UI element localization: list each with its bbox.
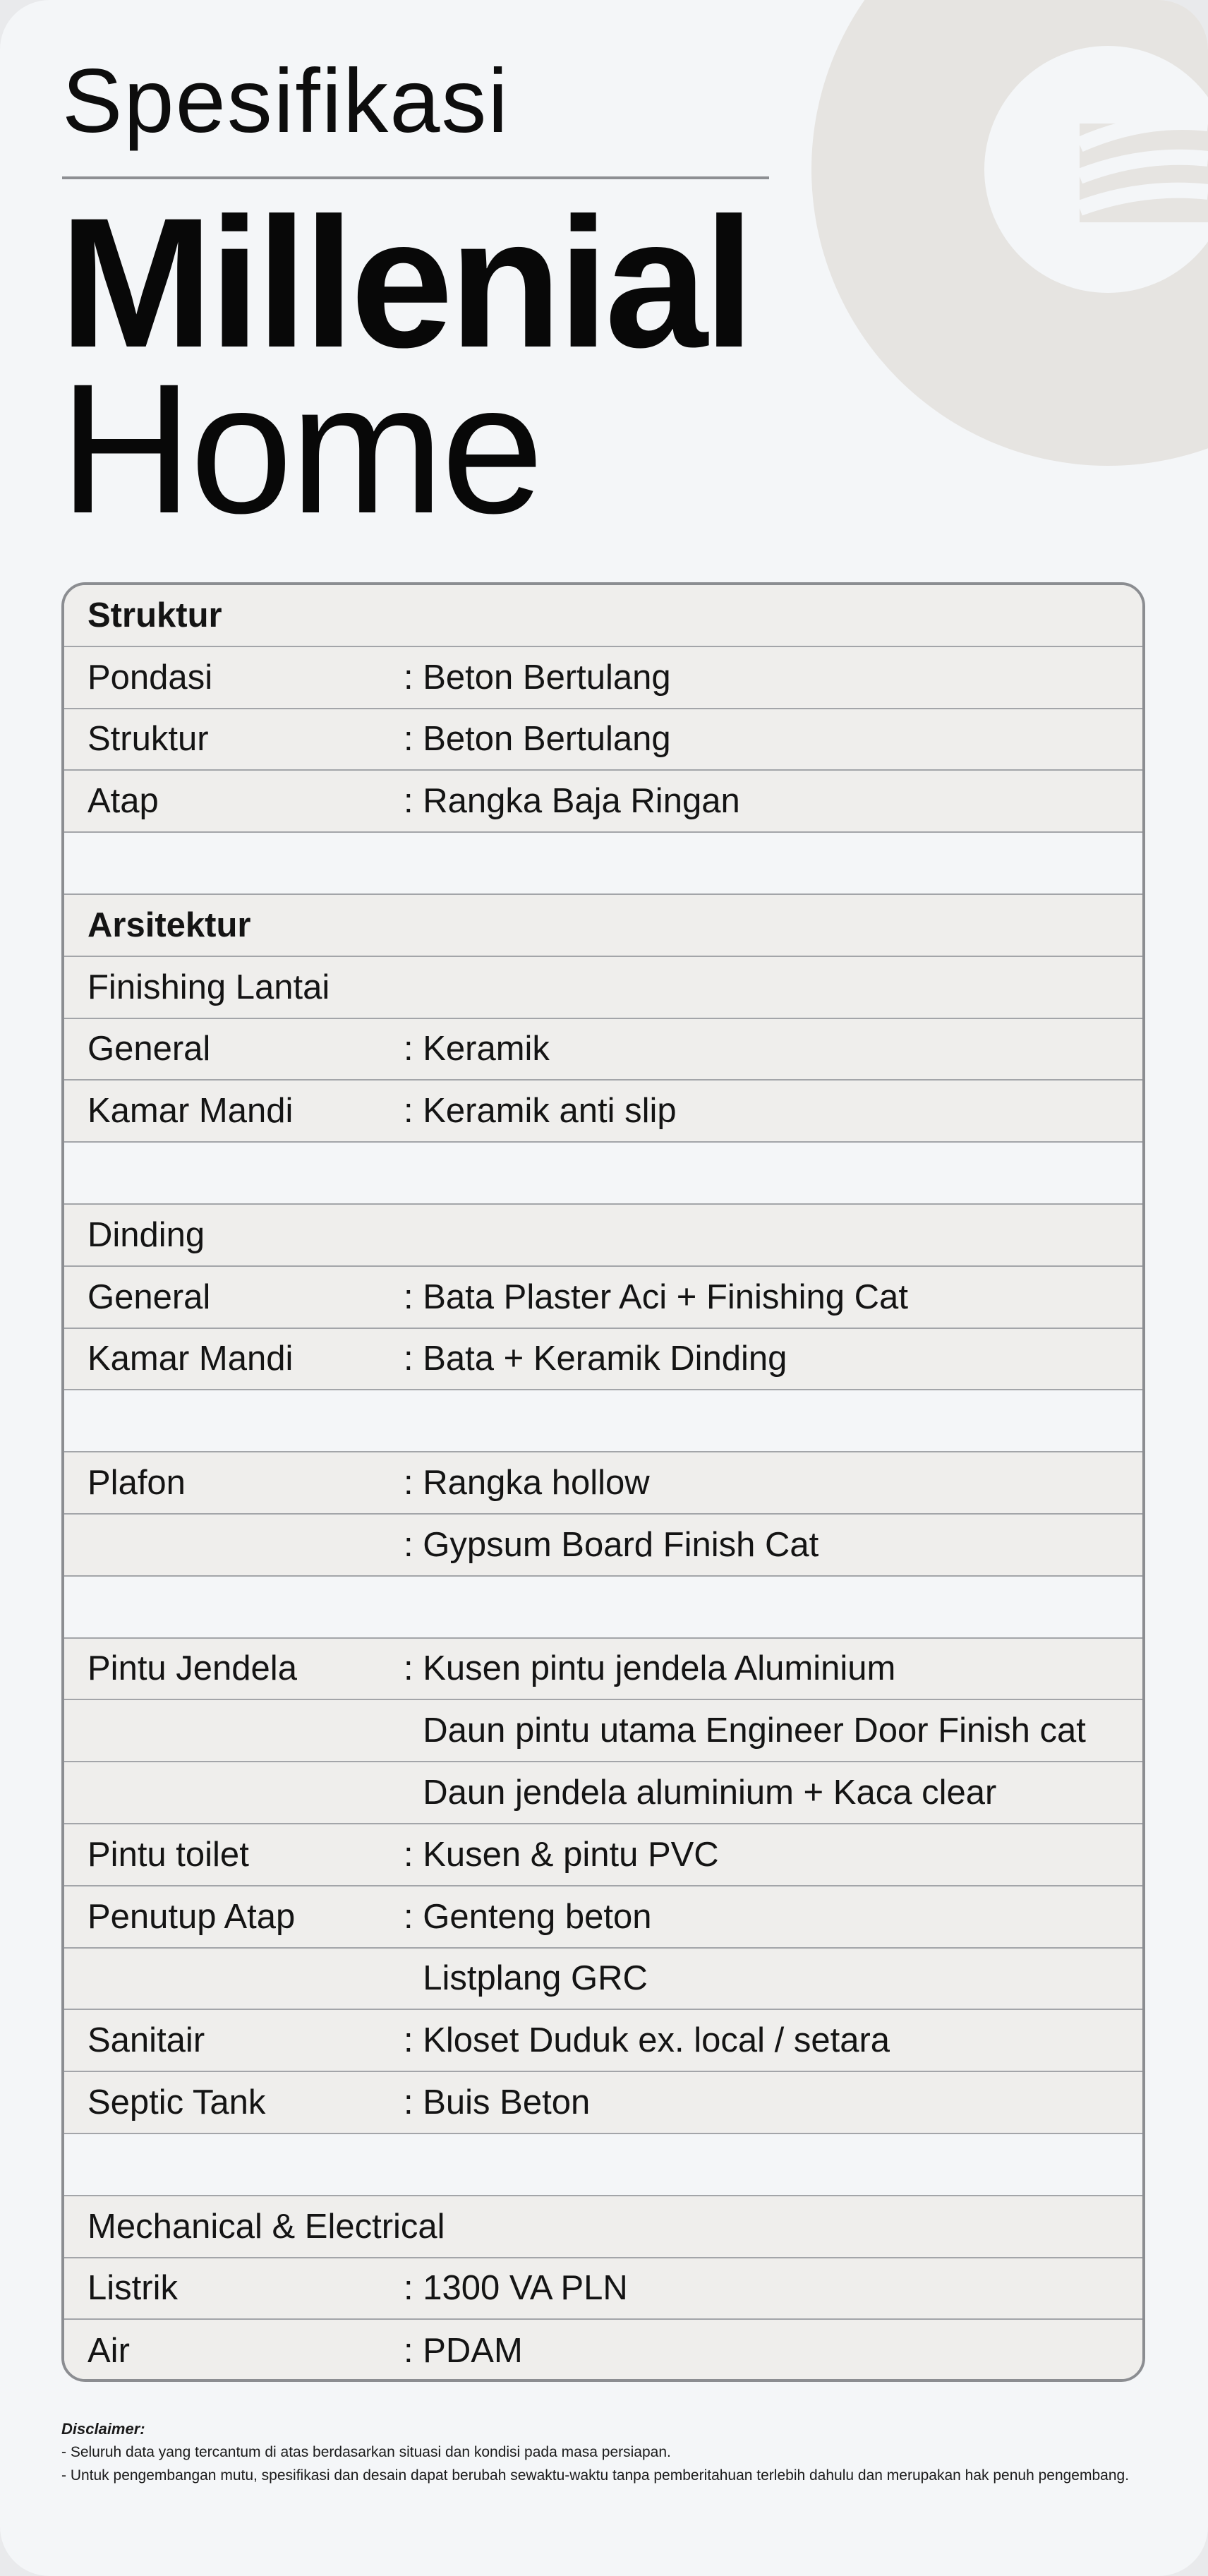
spec-label: Septic Tank — [87, 2083, 266, 2122]
spec-value: : Rangka hollow — [404, 1464, 650, 1503]
disclaimer-title: Disclaimer: — [61, 2420, 145, 2438]
spec-value: : 1300 VA PLN — [404, 2269, 628, 2308]
spec-value: : Kloset Duduk ex. local / setara — [404, 2021, 890, 2060]
spec-label: Struktur — [87, 720, 209, 759]
spec-row — [64, 2196, 1142, 2258]
spec-value: : Bata + Keramik Dinding — [404, 1340, 787, 1378]
spec-value: : Kusen & pintu PVC — [404, 1835, 719, 1874]
spec-label: Kamar Mandi — [87, 1092, 294, 1131]
section-heading-row — [64, 585, 1142, 647]
spec-row — [64, 2072, 1142, 2134]
spec-value: Listplang GRC — [404, 1959, 648, 1998]
spacer-row — [64, 833, 1142, 895]
spec-value: Daun pintu utama Engineer Door Finish cat — [404, 1711, 1086, 1750]
section-heading-row — [64, 895, 1142, 957]
spec-value: : Keramik — [404, 1030, 550, 1069]
spec-row — [64, 1329, 1142, 1391]
spec-value: : Keramik anti slip — [404, 1092, 677, 1131]
disclaimer — [61, 2417, 1162, 2487]
spec-label: Air — [87, 2332, 130, 2371]
spec-row — [64, 709, 1142, 771]
spec-row — [64, 1949, 1142, 2011]
spec-label: Sanitair — [87, 2021, 205, 2060]
spec-label: Mechanical & Electrical — [87, 2207, 445, 2246]
spec-label: Pintu toilet — [87, 1835, 249, 1874]
spec-label: Atap — [87, 782, 159, 821]
spec-row — [64, 1639, 1142, 1701]
spec-label: Kamar Mandi — [87, 1340, 294, 1378]
disclaimer-line: - Untuk pengembangan mutu, spesifikasi dan desain dapat berubah sewaktu-waktu tanpa pemberitahuan terlebih dahulu dan merupakan hak penuh pengembang. — [61, 2467, 1130, 2484]
specification-table — [61, 582, 1145, 2382]
spec-label: General — [87, 1277, 211, 1316]
spec-value: : PDAM — [404, 2332, 523, 2371]
spec-value: : Beton Bertulang — [404, 720, 671, 759]
spec-row — [64, 1205, 1142, 1267]
spec-label: Dinding — [87, 1215, 205, 1254]
spacer-row — [64, 1143, 1142, 1205]
spec-row — [64, 1886, 1142, 1949]
spec-value: : Buis Beton — [404, 2083, 591, 2122]
spec-value: Daun jendela aluminium + Kaca clear — [404, 1774, 997, 1812]
spec-value: : Genteng beton — [404, 1897, 652, 1936]
spec-row — [64, 1019, 1142, 1081]
spec-row — [64, 2258, 1142, 2321]
spec-row — [64, 2010, 1142, 2072]
spec-row — [64, 1081, 1142, 1143]
spec-row — [64, 1267, 1142, 1329]
section-heading: Arsitektur — [87, 905, 251, 944]
spec-label: Listrik — [87, 2269, 178, 2308]
spec-value: : Bata Plaster Aci + Finishing Cat — [404, 1277, 908, 1316]
section-heading: Struktur — [87, 596, 222, 634]
spec-row — [64, 1452, 1142, 1515]
page-subtitle: Spesifikasi — [62, 51, 509, 152]
spec-label: General — [87, 1030, 211, 1069]
spec-label: Pondasi — [87, 658, 213, 697]
spacer-row — [64, 2134, 1142, 2196]
spec-value: : Rangka Baja Ringan — [404, 782, 740, 821]
disclaimer-line: - Seluruh data yang tercantum di atas berdasarkan situasi dan kondisi pada masa persiapan. — [61, 2444, 671, 2460]
brand-logo-icon — [811, 0, 1208, 487]
spec-label: Finishing Lantai — [87, 968, 330, 1006]
spec-row — [64, 1515, 1142, 1577]
spec-row — [64, 2320, 1142, 2382]
spec-row — [64, 957, 1142, 1019]
spec-row — [64, 1762, 1142, 1824]
spec-row — [64, 1824, 1142, 1886]
spec-row — [64, 647, 1142, 709]
spec-label: Penutup Atap — [87, 1897, 296, 1936]
spec-value: : Kusen pintu jendela Aluminium — [404, 1649, 896, 1688]
spec-label: Plafon — [87, 1464, 186, 1503]
spec-value: : Beton Bertulang — [404, 658, 671, 697]
spec-value: : Gypsum Board Finish Cat — [404, 1525, 819, 1564]
spec-label: Pintu Jendela — [87, 1649, 297, 1688]
page-title: Millenial — [59, 179, 751, 386]
page-title-secondary: Home — [59, 345, 541, 552]
spacer-row — [64, 1577, 1142, 1639]
spec-row — [64, 771, 1142, 833]
spacer-row — [64, 1390, 1142, 1452]
spec-row — [64, 1700, 1142, 1762]
